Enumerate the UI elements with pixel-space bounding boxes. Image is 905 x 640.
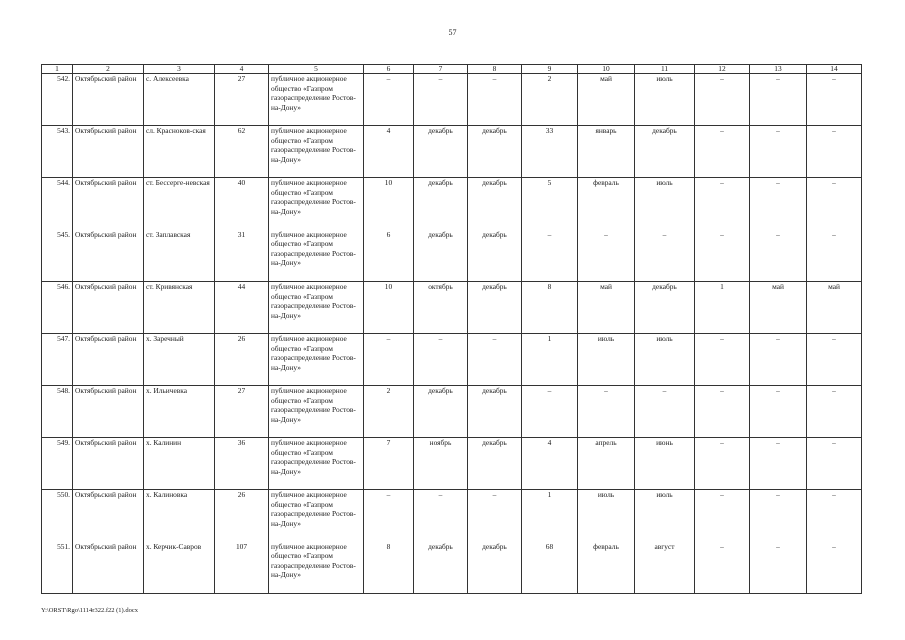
column-9-cell: 33 (522, 126, 578, 178)
row-number-cell: 551. (42, 542, 73, 594)
column-7-cell: – (414, 490, 468, 542)
settlement-cell: ст. Кривянская (144, 282, 215, 334)
column-14-cell: – (807, 74, 862, 126)
row-number-cell: 546. (42, 282, 73, 334)
settlement-cell: х. Керчик-Савров (144, 542, 215, 594)
column-4-cell: 26 (215, 334, 269, 386)
column-12-cell: – (695, 230, 750, 282)
column-8-cell: – (468, 74, 522, 126)
column-header: 2 (73, 65, 144, 74)
column-10-cell: январь (578, 126, 635, 178)
column-number-row (42, 65, 862, 74)
column-4-cell: 27 (215, 386, 269, 438)
settlement-cell: х. Ильичевка (144, 386, 215, 438)
organization-cell: публичное акционерное общество «Газпром газораспределение Ростов-на-Дону» (269, 542, 364, 594)
column-header: 3 (144, 65, 215, 74)
column-13-cell: – (750, 386, 807, 438)
column-4-cell: 40 (215, 178, 269, 230)
column-9-cell: 1 (522, 334, 578, 386)
column-6-cell: 7 (364, 438, 414, 490)
column-13-cell: май (750, 282, 807, 334)
column-11-cell: – (635, 230, 695, 282)
column-header: 1 (42, 65, 73, 74)
column-11-cell: июль (635, 74, 695, 126)
district-cell: Октябрьский район (73, 230, 144, 282)
organization-cell: публичное акционерное общество «Газпром газораспределение Ростов-на-Дону» (269, 126, 364, 178)
column-10-cell: июль (578, 334, 635, 386)
column-8-cell: декабрь (468, 230, 522, 282)
column-10-cell: – (578, 386, 635, 438)
settlement-cell: ст. Бессерге-невская (144, 178, 215, 230)
settlement-cell: сл. Красноков-ская (144, 126, 215, 178)
column-header: 8 (468, 65, 522, 74)
column-10-cell: – (578, 230, 635, 282)
column-4-cell: 31 (215, 230, 269, 282)
settlement-cell: с. Алексеевка (144, 74, 215, 126)
column-9-cell: 8 (522, 282, 578, 334)
column-13-cell: – (750, 490, 807, 542)
gasification-schedule-table (41, 64, 862, 594)
column-6-cell: 6 (364, 230, 414, 282)
row-number-cell: 547. (42, 334, 73, 386)
district-cell: Октябрьский район (73, 542, 144, 594)
organization-cell: публичное акционерное общество «Газпром газораспределение Ростов-на-Дону» (269, 74, 364, 126)
column-header: 13 (750, 65, 807, 74)
column-4-cell: 36 (215, 438, 269, 490)
column-4-cell: 26 (215, 490, 269, 542)
column-12-cell: – (695, 126, 750, 178)
table-row (42, 386, 862, 438)
column-11-cell: декабрь (635, 282, 695, 334)
column-6-cell: 2 (364, 386, 414, 438)
table-row (42, 178, 862, 230)
column-7-cell: декабрь (414, 126, 468, 178)
column-8-cell: – (468, 334, 522, 386)
column-13-cell: – (750, 178, 807, 230)
row-number-cell: 548. (42, 386, 73, 438)
district-cell: Октябрьский район (73, 334, 144, 386)
column-header: 14 (807, 65, 862, 74)
column-11-cell: июль (635, 334, 695, 386)
column-14-cell: – (807, 438, 862, 490)
district-cell: Октябрьский район (73, 74, 144, 126)
column-11-cell: июль (635, 490, 695, 542)
column-12-cell: – (695, 74, 750, 126)
organization-cell: публичное акционерное общество «Газпром газораспределение Ростов-на-Дону» (269, 490, 364, 542)
column-14-cell: – (807, 178, 862, 230)
column-6-cell: 8 (364, 542, 414, 594)
column-9-cell: – (522, 230, 578, 282)
column-13-cell: – (750, 334, 807, 386)
column-8-cell: декабрь (468, 282, 522, 334)
column-7-cell: декабрь (414, 230, 468, 282)
table-row (42, 334, 862, 386)
table-row (42, 230, 862, 282)
column-9-cell: 68 (522, 542, 578, 594)
column-header: 5 (269, 65, 364, 74)
column-header: 10 (578, 65, 635, 74)
column-11-cell: – (635, 386, 695, 438)
column-13-cell: – (750, 126, 807, 178)
column-7-cell: декабрь (414, 386, 468, 438)
settlement-cell: ст. Заплавская (144, 230, 215, 282)
column-9-cell: 5 (522, 178, 578, 230)
organization-cell: публичное акционерное общество «Газпром газораспределение Ростов-на-Дону» (269, 334, 364, 386)
column-7-cell: октябрь (414, 282, 468, 334)
column-10-cell: февраль (578, 178, 635, 230)
column-10-cell: февраль (578, 542, 635, 594)
settlement-cell: х. Калиновка (144, 490, 215, 542)
column-7-cell: декабрь (414, 178, 468, 230)
column-header: 11 (635, 65, 695, 74)
organization-cell: публичное акционерное общество «Газпром газораспределение Ростов-на-Дону» (269, 230, 364, 282)
column-9-cell: 4 (522, 438, 578, 490)
page-number: 57 (448, 28, 457, 37)
table-row (42, 490, 862, 542)
table-row (42, 282, 862, 334)
column-10-cell: май (578, 282, 635, 334)
table-row (42, 438, 862, 490)
settlement-cell: х. Заречный (144, 334, 215, 386)
column-12-cell: – (695, 178, 750, 230)
settlement-cell: х. Калинин (144, 438, 215, 490)
column-14-cell: – (807, 126, 862, 178)
organization-cell: публичное акционерное общество «Газпром газораспределение Ростов-на-Дону» (269, 178, 364, 230)
column-11-cell: декабрь (635, 126, 695, 178)
column-header: 9 (522, 65, 578, 74)
district-cell: Октябрьский район (73, 438, 144, 490)
column-8-cell: декабрь (468, 126, 522, 178)
column-6-cell: 4 (364, 126, 414, 178)
column-14-cell: – (807, 334, 862, 386)
column-11-cell: июнь (635, 438, 695, 490)
row-number-cell: 549. (42, 438, 73, 490)
column-9-cell: 1 (522, 490, 578, 542)
row-number-cell: 544. (42, 178, 73, 230)
column-14-cell: – (807, 230, 862, 282)
column-13-cell: – (750, 230, 807, 282)
column-7-cell: декабрь (414, 542, 468, 594)
column-8-cell: декабрь (468, 542, 522, 594)
column-6-cell: 10 (364, 178, 414, 230)
column-14-cell: – (807, 490, 862, 542)
column-8-cell: – (468, 490, 522, 542)
column-11-cell: август (635, 542, 695, 594)
column-14-cell: – (807, 386, 862, 438)
column-6-cell: – (364, 334, 414, 386)
district-cell: Октябрьский район (73, 178, 144, 230)
column-13-cell: – (750, 74, 807, 126)
column-10-cell: май (578, 74, 635, 126)
column-4-cell: 107 (215, 542, 269, 594)
organization-cell: публичное акционерное общество «Газпром газораспределение Ростов-на-Дону» (269, 438, 364, 490)
column-6-cell: 10 (364, 282, 414, 334)
column-9-cell: 2 (522, 74, 578, 126)
column-12-cell: – (695, 438, 750, 490)
column-header: 7 (414, 65, 468, 74)
column-8-cell: декабрь (468, 438, 522, 490)
column-12-cell: – (695, 334, 750, 386)
table-row (42, 74, 862, 126)
column-7-cell: ноябрь (414, 438, 468, 490)
table-row (42, 126, 862, 178)
column-12-cell: – (695, 542, 750, 594)
footer-file-path: Y:\ORST\Rgo\1114r322.f22 (1).docx (41, 607, 138, 614)
column-4-cell: 44 (215, 282, 269, 334)
column-7-cell: – (414, 334, 468, 386)
column-11-cell: июль (635, 178, 695, 230)
row-number-cell: 542. (42, 74, 73, 126)
district-cell: Октябрьский район (73, 490, 144, 542)
district-cell: Октябрьский район (73, 126, 144, 178)
organization-cell: публичное акционерное общество «Газпром газораспределение Ростов-на-Дону» (269, 282, 364, 334)
column-4-cell: 62 (215, 126, 269, 178)
column-9-cell: – (522, 386, 578, 438)
column-6-cell: – (364, 74, 414, 126)
column-6-cell: – (364, 490, 414, 542)
column-8-cell: декабрь (468, 386, 522, 438)
column-4-cell: 27 (215, 74, 269, 126)
column-13-cell: – (750, 542, 807, 594)
column-14-cell: май (807, 282, 862, 334)
district-cell: Октябрьский район (73, 386, 144, 438)
column-10-cell: июль (578, 490, 635, 542)
column-14-cell: – (807, 542, 862, 594)
column-12-cell: 1 (695, 282, 750, 334)
column-12-cell: – (695, 490, 750, 542)
column-header: 6 (364, 65, 414, 74)
column-header: 12 (695, 65, 750, 74)
table-row (42, 542, 862, 594)
column-12-cell: – (695, 386, 750, 438)
row-number-cell: 550. (42, 490, 73, 542)
row-number-cell: 545. (42, 230, 73, 282)
column-7-cell: – (414, 74, 468, 126)
column-header: 4 (215, 65, 269, 74)
district-cell: Октябрьский район (73, 282, 144, 334)
column-13-cell: – (750, 438, 807, 490)
row-number-cell: 543. (42, 126, 73, 178)
organization-cell: публичное акционерное общество «Газпром газораспределение Ростов-на-Дону» (269, 386, 364, 438)
column-8-cell: декабрь (468, 178, 522, 230)
column-10-cell: апрель (578, 438, 635, 490)
